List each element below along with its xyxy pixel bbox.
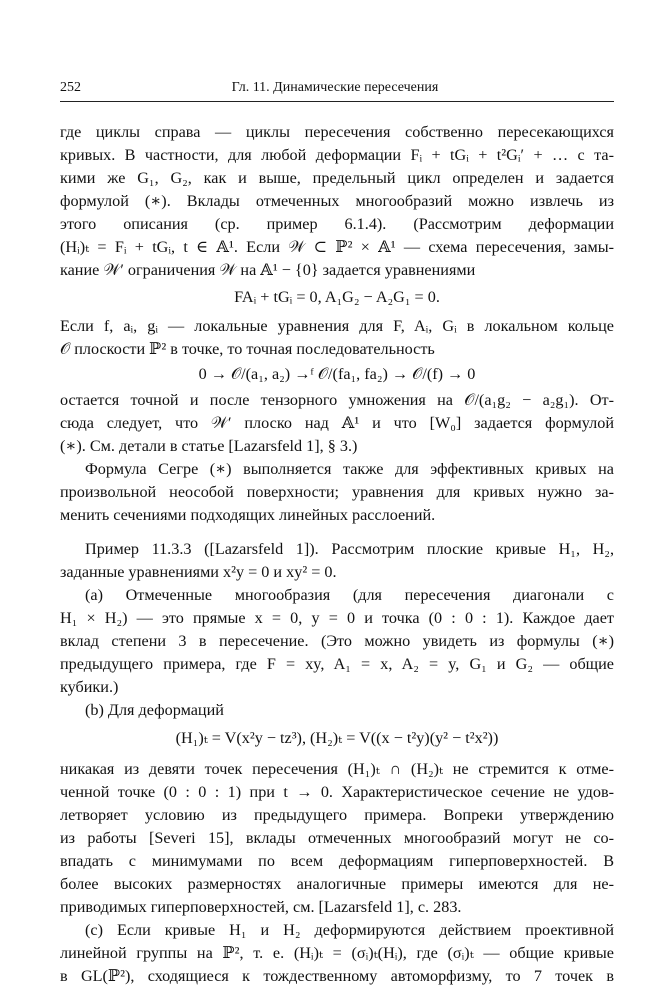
- text-line: H₁ × H₂) — это прямые x = 0, y = 0 и точка (0 : 0 : 1). Каждое дает: [60, 609, 614, 627]
- text-line: Формула Сегре (∗) выполняется также для эффективных кривых на: [85, 460, 614, 478]
- example-heading-line: Пример 11.3.3 ([Lazarsfeld 1]). Рассмотрим плоские кривые H₁, H₂,: [85, 540, 614, 558]
- text-line: заданные уравнениями x²y = 0 и xy² = 0.: [60, 563, 337, 581]
- text-line: предыдущего примера, где F = xy, A₁ = x, A₂ = y, G₁ и G₂ — общие: [60, 655, 614, 673]
- text-line: (Hᵢ)ₜ = Fᵢ + tGᵢ, t ∈ 𝔸¹. Если 𝒲 ⊂ ℙ² × 𝔸¹ — схема пересечения, замы-: [60, 238, 614, 256]
- text-line: никакая из девяти точек пересечения (H₁)ₜ ∩ (H₂)ₜ не стремится к отме-: [60, 760, 614, 778]
- display-equation: (H₁)ₜ = V(x²y − tz³), (H₂)ₜ = V((x − t²y)(y² − t²x²)): [175, 729, 499, 747]
- text-line: Если f, aᵢ, gᵢ — локальные уравнения для F, Aᵢ, Gᵢ в локальном кольце: [60, 317, 614, 335]
- text-line: из работы [Severi 15], вклады отмеченных многообразий могут не со-: [60, 829, 614, 847]
- text-line: (∗). См. детали в статье [Lazarsfeld 1], § 3.): [60, 437, 358, 455]
- text-line: этого описания (ср. пример 6.1.4). (Рассмотрим деформации: [60, 215, 614, 233]
- text-line: 𝒪 плоскости ℙ² в точке, то точная последовательность: [60, 340, 435, 358]
- text-line: в GL(ℙ²), сходящиеся к тождественному автоморфизму, то 7 точек в: [60, 967, 614, 985]
- text-line: линейной группы на ℙ², т. е. (Hᵢ)ₜ = (σᵢ)ₜ(Hᵢ), где (σᵢ)ₜ — общие кривые: [60, 944, 614, 962]
- text-line: кание 𝒲′ ограничения 𝒲 на 𝔸¹ − {0} задается уравнениями: [60, 261, 476, 279]
- text-line: кими же G₁, G₂, как и выше, предельный цикл определен и задается: [60, 169, 614, 187]
- text-line: произвольной неособой поверхности; уравнения для кривых нужно за-: [60, 483, 614, 501]
- text-line: формулой (∗). Вклады отмеченных многообразий можно извлечь из: [60, 192, 614, 210]
- text-line: приводимых гиперповерхностей, см. [Lazarsfeld 1], с. 283.: [60, 898, 462, 916]
- text-line: ченной точке (0 : 0 : 1) при t → 0. Характеристическое сечение не удов-: [60, 783, 614, 801]
- text-line: впадать с минимумами по всем деформациям гиперповерхностей. В: [60, 852, 614, 870]
- text-line: (c) Если кривые H₁ и H₂ деформируются действием проективной: [85, 921, 614, 939]
- display-equation: 0 → 𝒪/(a₁, a₂) →ᶠ 𝒪/(fa₁, fa₂) → 𝒪/(f) → 0: [198, 365, 476, 383]
- page-number: 252: [60, 80, 81, 95]
- running-header: [60, 80, 610, 102]
- text-line: где циклы справа — циклы пересечения собственно пересекающихся: [60, 123, 614, 141]
- header-rule: [60, 101, 614, 102]
- text-line: кубики.): [60, 678, 119, 696]
- text-line: (b) Для деформаций: [85, 701, 224, 719]
- chapter-title: Гл. 11. Динамические пересечения: [231, 80, 439, 95]
- text-line: менить сечениями подходящих линейных расслоений.: [60, 506, 436, 524]
- text-line: кривых. В частности, для любой деформации Fᵢ + tGᵢ + t²Gᵢ′ + … с та-: [60, 146, 614, 164]
- text-line: вклад степени 3 в пересечение. (Это можно увидеть из формулы (∗): [60, 632, 614, 650]
- text-line: летворяет условию из предыдущего примера. Вопреки утверждению: [60, 806, 614, 824]
- text-line: остается точной и после тензорного умножения на 𝒪/(a₁g₂ − a₂g₁). От-: [60, 391, 614, 409]
- display-equation: FAᵢ + tGᵢ = 0, A₁G₂ − A₂G₁ = 0.: [234, 288, 440, 306]
- text-line: (a) Отмеченные многообразия (для пересечения диагонали с: [85, 586, 614, 604]
- text-line: сюда следует, что 𝒲′ плоско над 𝔸¹ и что [W₀] задается формулой: [60, 414, 614, 432]
- text-line: более высоких размерностях аналогичные примеры имеются для не-: [60, 875, 614, 893]
